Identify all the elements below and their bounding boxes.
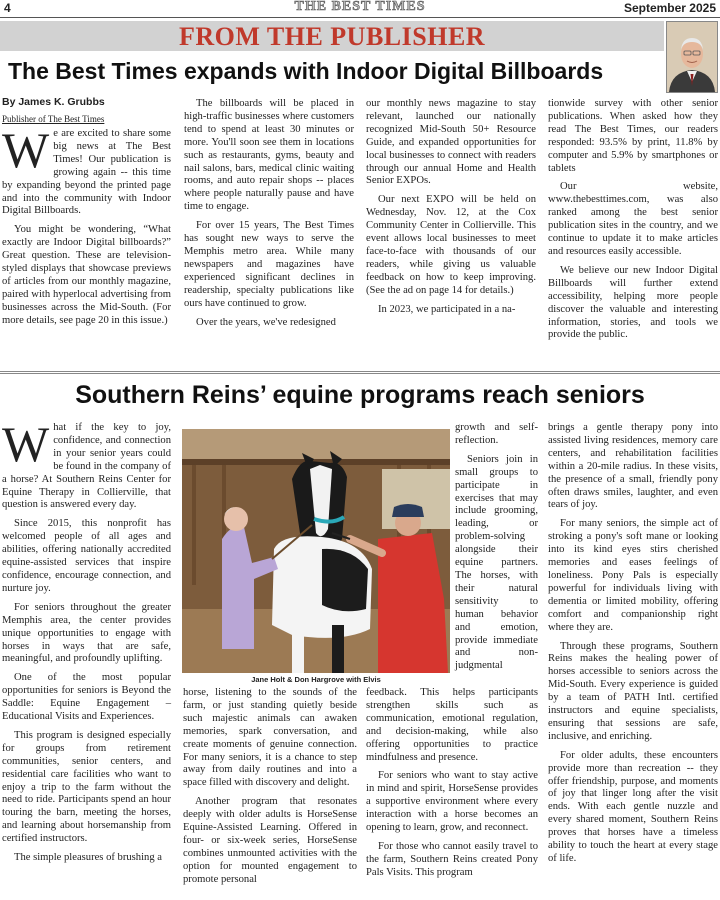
article1-col1-p2: You might be wondering, “What exactly are Indoor Digital billboards?” Great question. These are television-styled displays that showcase previews of articles from our monthly magazine, paired with hyperlocal advertising from businesses across the Mid-South. (For more details, see page 20 in this issue.): [2, 224, 171, 326]
article1-col4-p2: Our website, www.thebesttimes.com, was also ranked among the best senior publication sites in the country, and we continue to update it to make articles and resources easily accessible.: [548, 181, 718, 257]
article2-col2-p1: horse, listening to the sounds of the farm, or just standing quietly beside such majestic animals can awaken memories, spark conversation, and create moments of genuine connection. For many seniors, it is a chance to step away from daily routines and into a space filled with discovery and delight.: [183, 687, 357, 789]
article1-col3-p2: Our next EXPO will be held on Wednesday, Nov. 12, at the Cox Community Center in Collierville. This event allows local businesses to meet face-to-face with thousands of our readers, while giving us valuable feedback on how to keep improving. (See the ad on page 14 for details.): [366, 194, 536, 296]
article2-col1-p3: For seniors throughout the greater Memphis area, the center provides unique opportunities to engage with horses in ways that are safe, meaningful, and profoundly uplifting.: [2, 601, 171, 665]
article2-dropcap: W: [2, 416, 50, 472]
article1-column-2: [184, 98, 354, 335]
article2-column-3: [366, 687, 538, 886]
article2-column-1: [2, 416, 171, 871]
article1-col3-p3: In 2023, we participated in a na-: [378, 303, 516, 315]
masthead: THE BEST TIMES: [294, 0, 426, 14]
article2-col1-p1-text: hat if the key to joy, confidence, and connection in your senior years could be found in the company of a horse? At Southern Reins Center for Equine Therapy in Collierville, that question is answered every day.: [2, 422, 171, 511]
article1-column-3: [366, 98, 536, 323]
horse-photo: [182, 429, 450, 673]
article2-col1-p6: The simple pleasures of brushing a: [14, 852, 162, 864]
publisher-photo: [666, 21, 718, 93]
article2-headline: Southern Reins’ equine programs reach seniors: [75, 381, 645, 409]
article2-col1-p5: This program is designed especially for groups from retirement communities, senior centers, and residential care facilities who want to enjoy a trip to the farm without the need to ride. Participants spend an hour touring the barn, meeting the horses, and learning about horsemanship from certified instructors.: [2, 729, 171, 845]
article1-author-role: Publisher of The Best Times: [2, 114, 105, 124]
article1-col2-p2: For over 15 years, The Best Times has sought new ways to serve the Memphis metro area. While many newspapers and magazines have experienced significant declines in readership, specialty publications like ours have continued to grow.: [184, 220, 354, 309]
article2-col3-p4: For those who cannot easily travel to the farm, Southern Reins created Pony Pals Visits. This program: [366, 840, 538, 878]
horse-photo-image: [182, 429, 450, 673]
article1-col3-p1: our monthly news magazine to stay relevant, launched our nationally recognized Mid-South 50+ Resource Guide, and expanded opportunities for local businesses to connect with readers through our annual Home and Health Senior EXPOs.: [366, 98, 536, 187]
article2-col1-p1: [2, 416, 171, 512]
article1-col1-p1-text: e are excited to share some big news at The Best Times! Our publication is growing again -- this time by expanding beyond the printed page and into the community with Indoor Digital Billboards.: [2, 128, 171, 217]
article2-column-3-narrow: [455, 422, 538, 679]
article2-col4-p4: For older adults, these encounters provide more than recreation -- they offer friendship, purpose, and moments of joy that linger long after the visit ends. With each gentle nuzzle and every shared moment, Southern Reins proves that horses have a timeless ability to touch the heart at every stage of life.: [548, 749, 718, 864]
article1-col4-p3: We believe our new Indoor Digital Billboards will further extend accessibility, helping more people discover the valuable and interesting information, stories, and tools we provide the public.: [548, 264, 718, 341]
article1-column-4: [548, 98, 718, 348]
article2-col3-p1: Seniors join in small groups to participate in exercises that may include grooming, leading, or problem-solving alongside their equine partners. The horses, with their natural sensitivity to human behavior and emotion, provide immediate and non-judgmental: [455, 453, 538, 672]
article2-col3-p2: feedback. This helps participants strengthen skills such as communication, emotional regulation, and decision-making, while also offering opportunities to practice mindfulness and presence.: [366, 687, 538, 763]
page-header: [0, 0, 720, 18]
article2-col1-p4: One of the most popular opportunities for seniors is Beyond the Saddle: Equine Engagement – Educational Visits and Experiences.: [2, 672, 171, 723]
article2-col2-p2: Another program that resonates deeply with older adults is HorseSense Equine-Assisted Learning. Offered in four- or six-week series, HorseSense combines unmounted activities with the option for mounted engagement to promote personal: [183, 796, 357, 885]
article1-byline: By James K. Grubbs: [2, 96, 105, 108]
article1-dropcap: W: [2, 122, 50, 178]
section-title: FROM THE PUBLISHER: [178, 22, 486, 51]
article1-col2-p1: The billboards will be placed in high-traffic businesses where customers tend to spend at least 30 minutes or more. You'll soon see them in locations such as restaurants, gyms, beauty and nail salons, bars, medical clinic waiting rooms, and auto repair shops -- places where people naturally pause and have time to engage.: [184, 98, 354, 213]
article1-col2-p3: Over the years, we've redesigned: [196, 316, 336, 328]
article2-col4-p1: brings a gentle therapy pony into assisted living residences, memory care centers, and rehabilitation facilities within a 20-mile radius. In these visits, the presence of a small, friendly pony often draws smiles, laughter, and even tears of joy.: [548, 422, 718, 511]
section-banner: [0, 21, 664, 51]
issue-date: September 2025: [623, 1, 716, 15]
section-divider: [0, 371, 720, 374]
article1-column-1: [2, 122, 171, 334]
article1-col4-p1: tionwide survey with other senior publications. When asked how they read The Best Times, our readers responded: 93.5% by print, 11.8% by computer and 5.9% by smartphones or tablets: [548, 98, 718, 174]
article2-col4-p2: For many seniors, the simple act of stroking a pony's soft mane or looking into its kind eyes stirs cherished memories and eases feelings of loneliness. Pony Pals is especially powerful for individuals living with dementia or limited mobility, offering comfort and companionship right where they are.: [548, 518, 718, 633]
article2-col4-p3: Through these programs, Southern Reins makes the healing power of horses accessible to seniors across the Mid-South. Every experience is guided by a team of PATH Intl. certified instructors and equine specialists, ensuring that sessions are safe, inclusive, and enriching.: [548, 640, 718, 742]
publisher-portrait-image: [667, 22, 717, 92]
article1-col1-p1: [2, 122, 171, 218]
article2-col1-p2: Since 2015, this nonprofit has welcomed people of all ages and abilities, offering nationally accredited equine-assisted services that inspire confidence, encourage connection, and nurture joy.: [2, 518, 171, 594]
page-number: 4: [4, 1, 11, 15]
article2-column-4: [548, 422, 718, 872]
article2-col3-p3: For seniors who want to stay active in mind and spirit, HorseSense provides a supportive environment where every interaction with a horse becomes an opening to learn, grow, and reconnect.: [366, 770, 538, 834]
horse-photo-caption: Jane Holt & Don Hargrove with Elvis: [251, 675, 381, 684]
article2-col3-p0: growth and self-reflection.: [455, 422, 538, 446]
article2-column-2: [183, 687, 357, 893]
article1-headline: The Best Times expands with Indoor Digital Billboards: [8, 58, 604, 84]
